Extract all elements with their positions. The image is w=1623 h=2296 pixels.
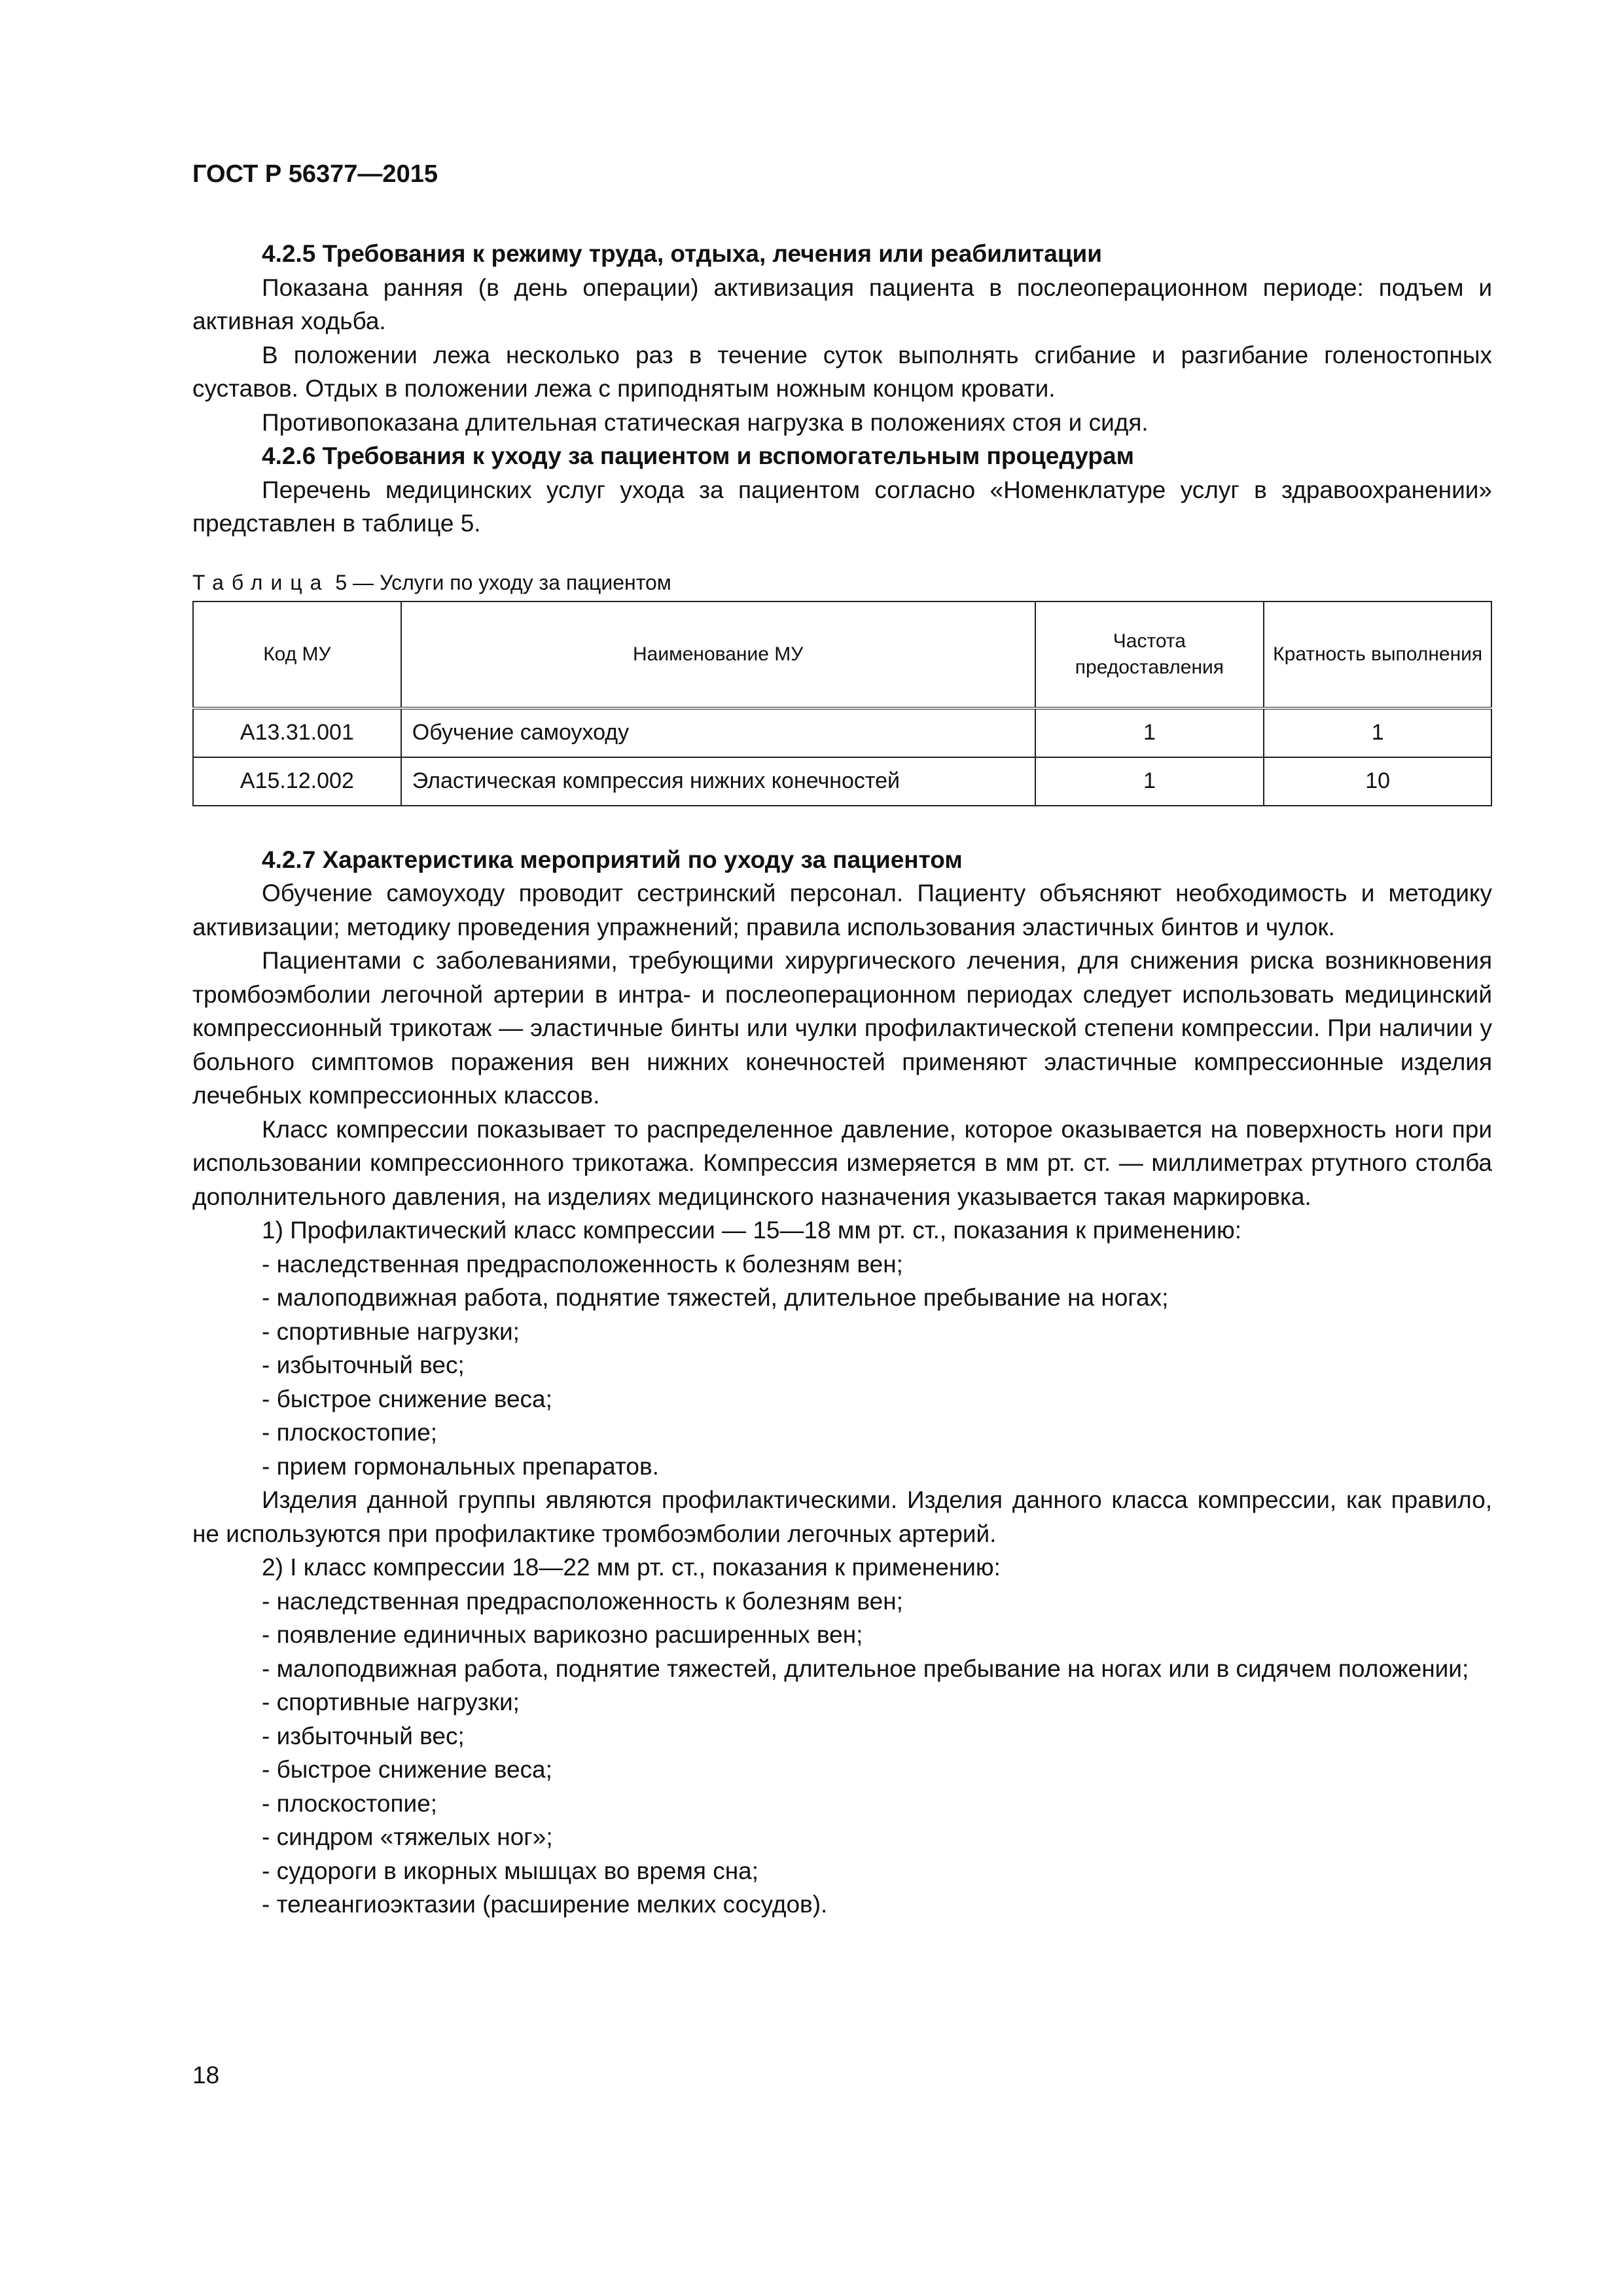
list-item: - наследственная предрасположенность к болезням вен; bbox=[262, 1587, 903, 1615]
column-header-multiplicity: Кратность выполнения bbox=[1264, 601, 1491, 708]
column-header-frequency: Частота предоставления bbox=[1035, 601, 1264, 708]
list-item: - избыточный вес; bbox=[262, 1352, 465, 1378]
table-caption-text: 5 — Услуги по уходу за пациентом bbox=[335, 570, 671, 594]
table-row bbox=[193, 708, 1491, 757]
list-item: - малоподвижная работа, поднятие тяжестей, длительное пребывание на ногах; bbox=[262, 1284, 1169, 1311]
services-table bbox=[192, 601, 1492, 806]
paragraph: Противопоказана длительная статическая нагрузка в положениях стоя и сидя. bbox=[262, 408, 1149, 436]
section-heading-4-2-6: 4.2.6 Требования к уходу за пациентом и вспомогательным процедурам bbox=[262, 442, 1134, 469]
list-item: - малоподвижная работа, поднятие тяжестей, длительное пребывание на ногах или в сидячем положении; bbox=[262, 1655, 1469, 1682]
list-item: - избыточный вес; bbox=[262, 1722, 465, 1749]
list-intro: 1) Профилактический класс компрессии — 15—18 мм рт. ст., показания к применению: bbox=[262, 1217, 1242, 1244]
cell-multiplicity: 10 bbox=[1264, 757, 1491, 806]
list-intro: 2) I класс компрессии 18—22 мм рт. ст., показания к применению: bbox=[262, 1554, 1001, 1581]
cell-code: А15.12.002 bbox=[193, 757, 401, 806]
paragraph: Показана ранняя (в день операции) активизация пациента в послеоперационном периоде: подъем и активная ходьба. bbox=[192, 274, 1492, 334]
cell-name: Обучение самоуходу bbox=[401, 708, 1035, 757]
cell-code: А13.31.001 bbox=[193, 708, 401, 757]
document-header: ГОСТ Р 56377—2015 bbox=[192, 160, 438, 188]
column-header-code: Код МУ bbox=[193, 601, 401, 708]
paragraph: В положении лежа несколько раз в течение суток выполнять сгибание и разгибание голеностопных суставов. Отдых в положении лежа с приподнятым ножным концом кровати. bbox=[192, 341, 1492, 402]
list-item: - быстрое снижение веса; bbox=[262, 1385, 552, 1412]
section-heading-4-2-5: 4.2.5 Требования к режиму труда, отдыха, лечения или реабилитации bbox=[262, 240, 1103, 267]
paragraph: Пациентами с заболеваниями, требующими хирургического лечения, для снижения риска возникновения тромбоэмболии легочной артерии в интра- и послеоперационном периодах следует использовать медицинский компрессионный трикотаж — эластичные бинты или чулки профилактической степени компрессии. При наличии у больного симптомов поражения вен нижних конечностей применяют эластичные компрессионные изделия лечебных компрессионных классов. bbox=[192, 947, 1492, 1109]
list-item: - плоскостопие; bbox=[262, 1789, 438, 1817]
column-header-name: Наименование МУ bbox=[401, 601, 1035, 708]
list-item: - телеангиоэктазии (расширение мелких сосудов). bbox=[262, 1891, 828, 1918]
page-number: 18 bbox=[192, 2062, 220, 2089]
document-body bbox=[192, 237, 1492, 1922]
list-item: - судороги в икорных мышцах во время сна; bbox=[262, 1857, 759, 1884]
section-heading-4-2-7: 4.2.7 Характеристика мероприятий по уходу за пациентом bbox=[262, 846, 963, 873]
table-caption-label: Таблица bbox=[192, 570, 330, 594]
list-item: - плоскостопие; bbox=[262, 1419, 438, 1446]
list-item: - спортивные нагрузки; bbox=[262, 1689, 520, 1715]
cell-frequency: 1 bbox=[1035, 757, 1264, 806]
list-item: - появление единичных варикозно расширенных вен; bbox=[262, 1621, 863, 1648]
paragraph: Перечень медицинских услуг ухода за пациентом согласно «Номенклатуре услуг в здравоохранении» представлен в таблице 5. bbox=[192, 476, 1492, 537]
table-header-row bbox=[193, 601, 1491, 708]
paragraph: Обучение самоуходу проводит сестринский персонал. Пациенту объясняют необходимость и методику активизации; методику проведения упражнений; правила использования эластичных бинтов и чулок. bbox=[192, 880, 1492, 941]
paragraph: Изделия данной группы являются профилактическими. Изделия данного класса компрессии, как правило, не используются при профилактике тромбоэмболии легочных артерий. bbox=[192, 1486, 1492, 1547]
table-row bbox=[193, 757, 1491, 806]
cell-multiplicity: 1 bbox=[1264, 708, 1491, 757]
cell-frequency: 1 bbox=[1035, 708, 1264, 757]
cell-name: Эластическая компрессия нижних конечностей bbox=[401, 757, 1035, 806]
paragraph: Класс компрессии показывает то распределенное давление, которое оказывается на поверхность ноги при использовании компрессионного трикотажа. Компрессия измеряется в мм рт. ст. — миллиметрах ртутного столба дополнительного давления, на изделиях медицинского назначения указывается такая маркировка. bbox=[192, 1115, 1492, 1210]
table-caption bbox=[192, 569, 1492, 596]
list-item: - быстрое снижение веса; bbox=[262, 1756, 552, 1783]
list-item: - наследственная предрасположенность к болезням вен; bbox=[262, 1250, 903, 1278]
list-item: - синдром «тяжелых ног»; bbox=[262, 1823, 553, 1850]
list-item: - спортивные нагрузки; bbox=[262, 1318, 520, 1345]
list-item: - прием гормональных препаратов. bbox=[262, 1452, 659, 1480]
